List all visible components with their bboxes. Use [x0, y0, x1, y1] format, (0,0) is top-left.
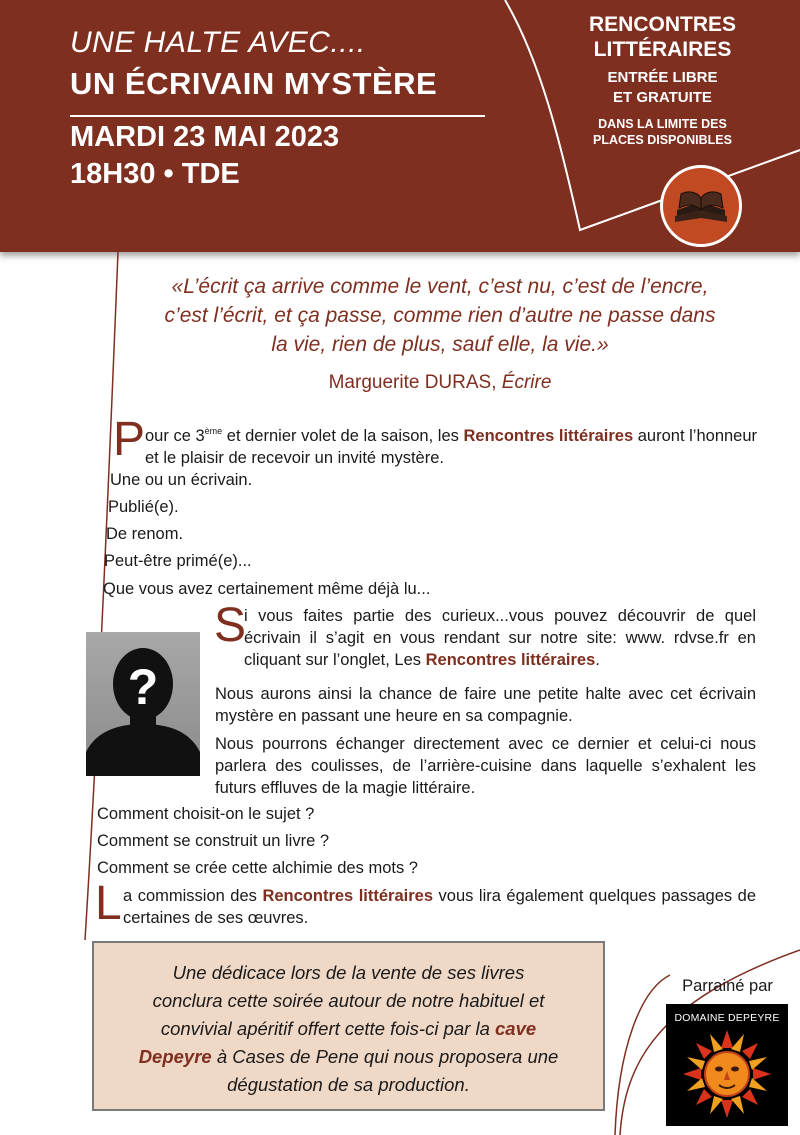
- dropcap-l: L: [95, 877, 122, 930]
- intro-paragraph: our ce 3ème et dernier volet de la saison, les Rencontres littéraires auront l’honneur et le plaisir de recevoir un invité mystère.: [145, 426, 758, 467]
- dedicace-box: [92, 941, 605, 1111]
- dedicace-text: Une dédicace lors de la vente de ses livres conclura cette soirée autour de notre habituel et convivial apéritif offert cette fois-ci par la cave Depeyre à Cases de Pene qui nous proposera une dégustation de sa production.: [138, 962, 559, 1095]
- teaser-line: Publié(e).: [108, 498, 179, 516]
- quote-author: Marguerite DURAS, Écrire: [328, 372, 552, 393]
- teaser-line: De renom.: [106, 525, 184, 543]
- header-title: UN ÉCRIVAIN MYSTÈRE: [70, 66, 438, 101]
- halte-paragraph: Nous aurons ainsi la chance de faire une petite halte avec cet écrivain mystère en passant une heure en sa compagnie.: [215, 685, 756, 725]
- sponsor-logo: [666, 1004, 788, 1126]
- sponsor-name: DOMAINE DEPEYRE: [674, 1012, 780, 1024]
- event-date: MARDI 23 MAI 2023: [70, 121, 340, 153]
- site-paragraph: i vous faites partie des curieux...vous pouvez découvrir de quel écrivain il s’agit en vous rendant sur notre site: www. rdvse.fr en cliquant sur l’onglet, Les Rencontres littéraires.: [244, 607, 756, 669]
- teaser-line: Peut-être primé(e)...: [104, 552, 252, 570]
- question-line: Comment se construit un livre ?: [97, 832, 330, 850]
- duras-quote: «L’écrit ça arrive comme le vent, c’est nu, c’est de l’encre, c’est l’écrit, et ça passe, comme rien d’autre ne passe dans la vie, rien de plus, sauf elle, la vie.»: [164, 275, 716, 356]
- dropcap-s: S: [214, 599, 247, 652]
- mystery-author-image: [86, 632, 200, 776]
- sun-logo-icon: [666, 1004, 788, 1126]
- header-subtitle: UNE HALTE AVEC....: [70, 26, 366, 59]
- series-title: RENCONTRES LITTÉRAIRES: [588, 13, 736, 61]
- entry-info: ENTRÉE LIBRE ET GRATUITE: [607, 69, 718, 106]
- svg-text:?: ?: [127, 659, 159, 715]
- commission-paragraph: a commission des Rencontres littéraires vous lira également quelques passages de certaines de ses œuvres.: [123, 887, 756, 927]
- event-time-place: 18H30 • TDE: [70, 158, 240, 190]
- question-line: Comment choisit-on le sujet ?: [97, 805, 315, 823]
- dropcap-p: P: [113, 413, 146, 466]
- silhouette-icon: [86, 632, 200, 776]
- teaser-line: Une ou un écrivain.: [110, 471, 253, 489]
- sponsor-label: Parrainé par: [682, 977, 773, 995]
- seat-limit-info: DANS LA LIMITE DES PLACES DISPONIBLES: [593, 117, 732, 147]
- teaser-line: Que vous avez certainement même déjà lu...: [103, 580, 431, 598]
- echange-paragraph: Nous pourrons échanger directement avec ce dernier et celui-ci nous parlera des coulisses, de l’arrière-cuisine dans laquelle s’exhalent les futurs effluves de la magie littéraire.: [215, 735, 756, 797]
- question-line: Comment se crée cette alchimie des mots ?: [97, 859, 418, 877]
